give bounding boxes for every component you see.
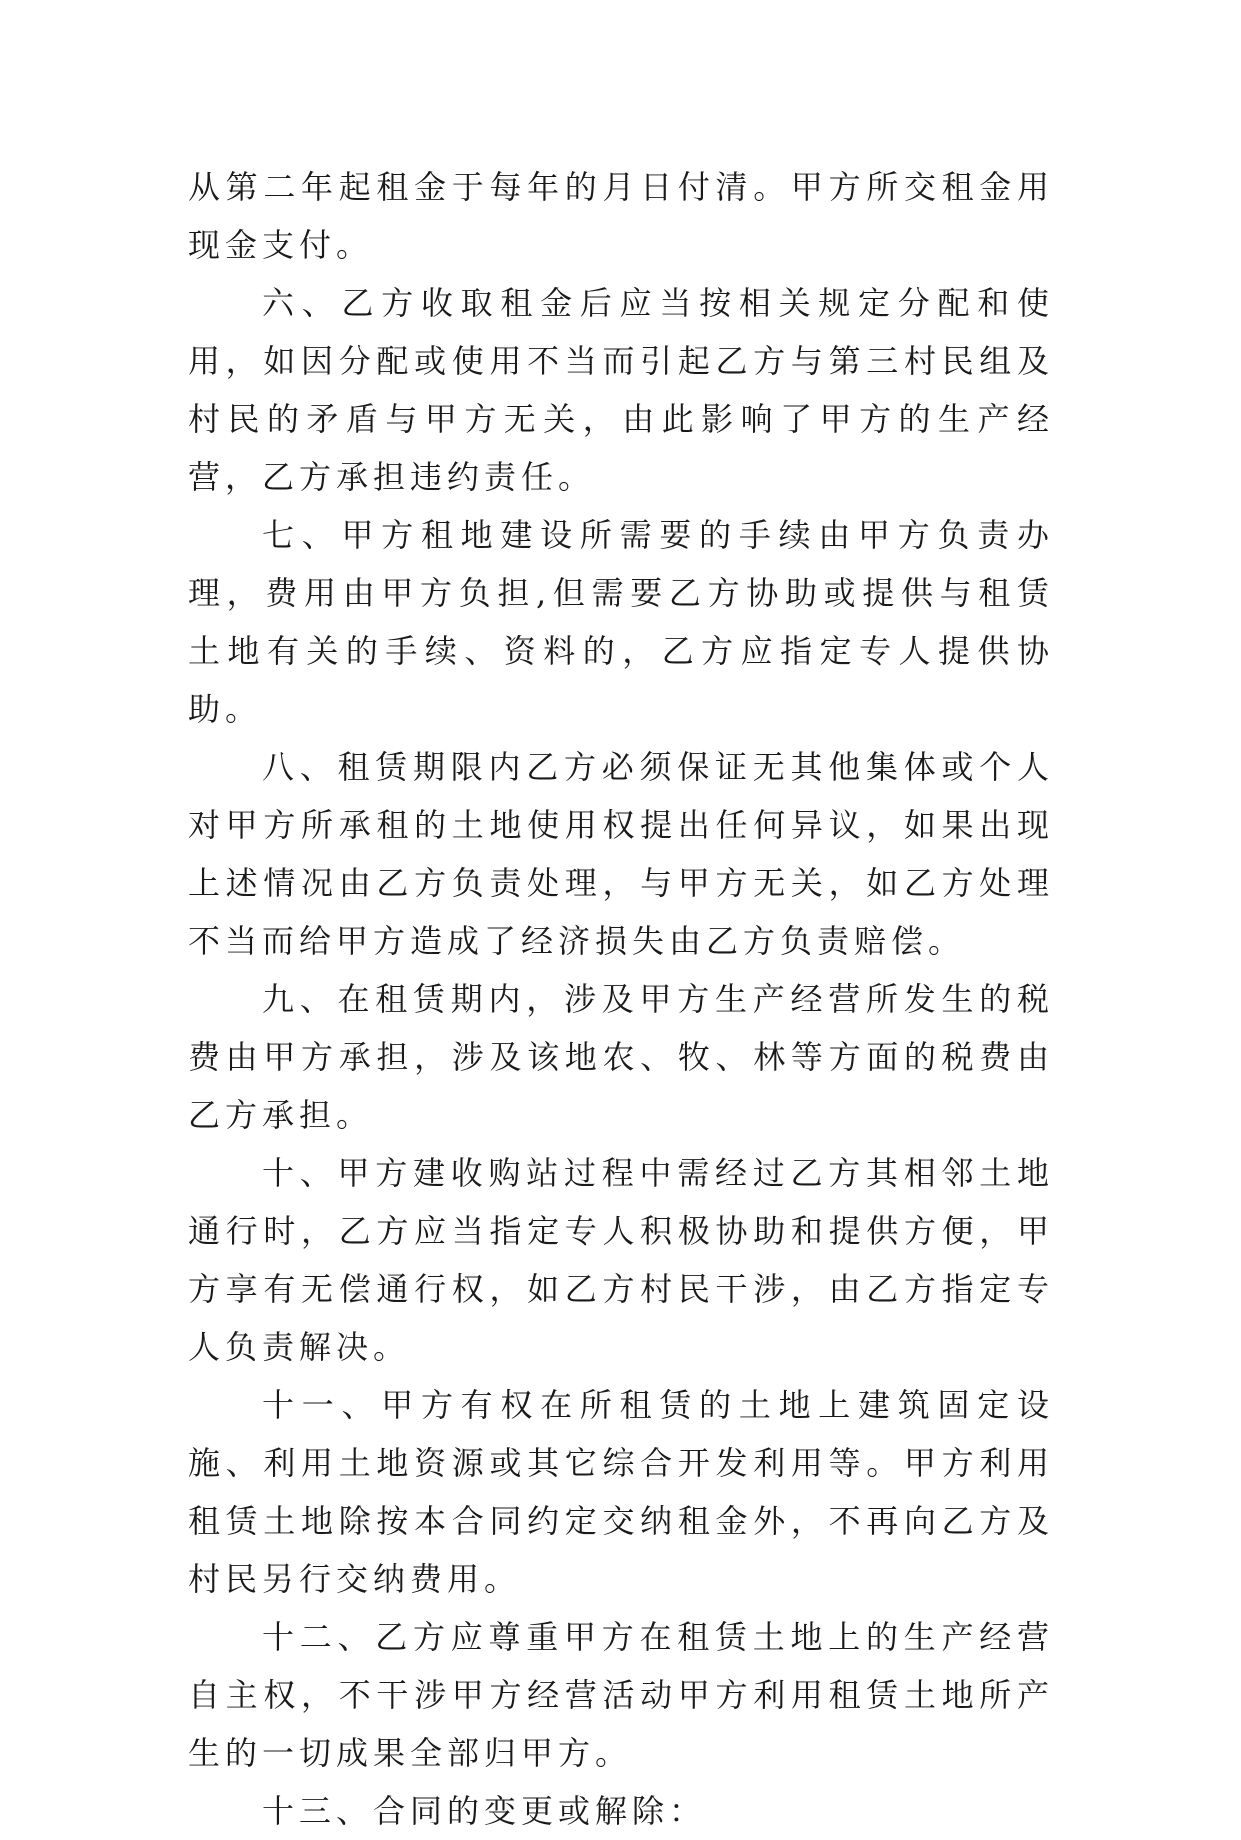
paragraph-clause-8: 八、租赁期限内乙方必须保证无其他集体或个人对甲方所承租的土地使用权提出任何异议，如果出现上述情况由乙方负责处理，与甲方无关，如乙方处理不当而给甲方造成了经济损失由乙方负责赔偿。 bbox=[188, 748, 1054, 960]
paragraph-clause-10: 十、甲方建收购站过程中需经过乙方其相邻土地通行时，乙方应当指定专人积极协助和提供方便，甲方享有无偿通行权，如乙方村民干涉，由乙方指定专人负责解决。 bbox=[188, 1154, 1054, 1366]
paragraph-clause-6: 六、乙方收取租金后应当按相关规定分配和使用，如因分配或使用不当而引起乙方与第三村民组及村民的矛盾与甲方无关，由此影响了甲方的生产经营，乙方承担违约责任。 bbox=[188, 284, 1054, 496]
paragraph-clause-9: 九、在租赁期内，涉及甲方生产经营所发生的税费由甲方承担，涉及该地农、牧、林等方面的税费由乙方承担。 bbox=[188, 980, 1054, 1134]
paragraph-rent-payment: 从第二年起租金于每年的月日付清。甲方所交租金用现金支付。 bbox=[188, 168, 1054, 264]
paragraph-clause-12: 十二、乙方应尊重甲方在租赁土地上的生产经营自主权，不干涉甲方经营活动甲方利用租赁土地所产生的一切成果全部归甲方。 bbox=[188, 1618, 1054, 1772]
document-body bbox=[188, 158, 1054, 1840]
paragraph-clause-11: 十一、甲方有权在所租赁的土地上建筑固定设施、利用土地资源或其它综合开发利用等。甲方利用租赁土地除按本合同约定交纳租金外，不再向乙方及村民另行交纳费用。 bbox=[188, 1386, 1054, 1598]
paragraph-clause-13: 十三、合同的变更或解除： bbox=[262, 1792, 707, 1830]
paragraph-clause-7: 七、甲方租地建设所需要的手续由甲方负责办理，费用由甲方负担,但需要乙方协助或提供与租赁土地有关的手续、资料的，乙方应指定专人提供协助。 bbox=[188, 516, 1054, 728]
